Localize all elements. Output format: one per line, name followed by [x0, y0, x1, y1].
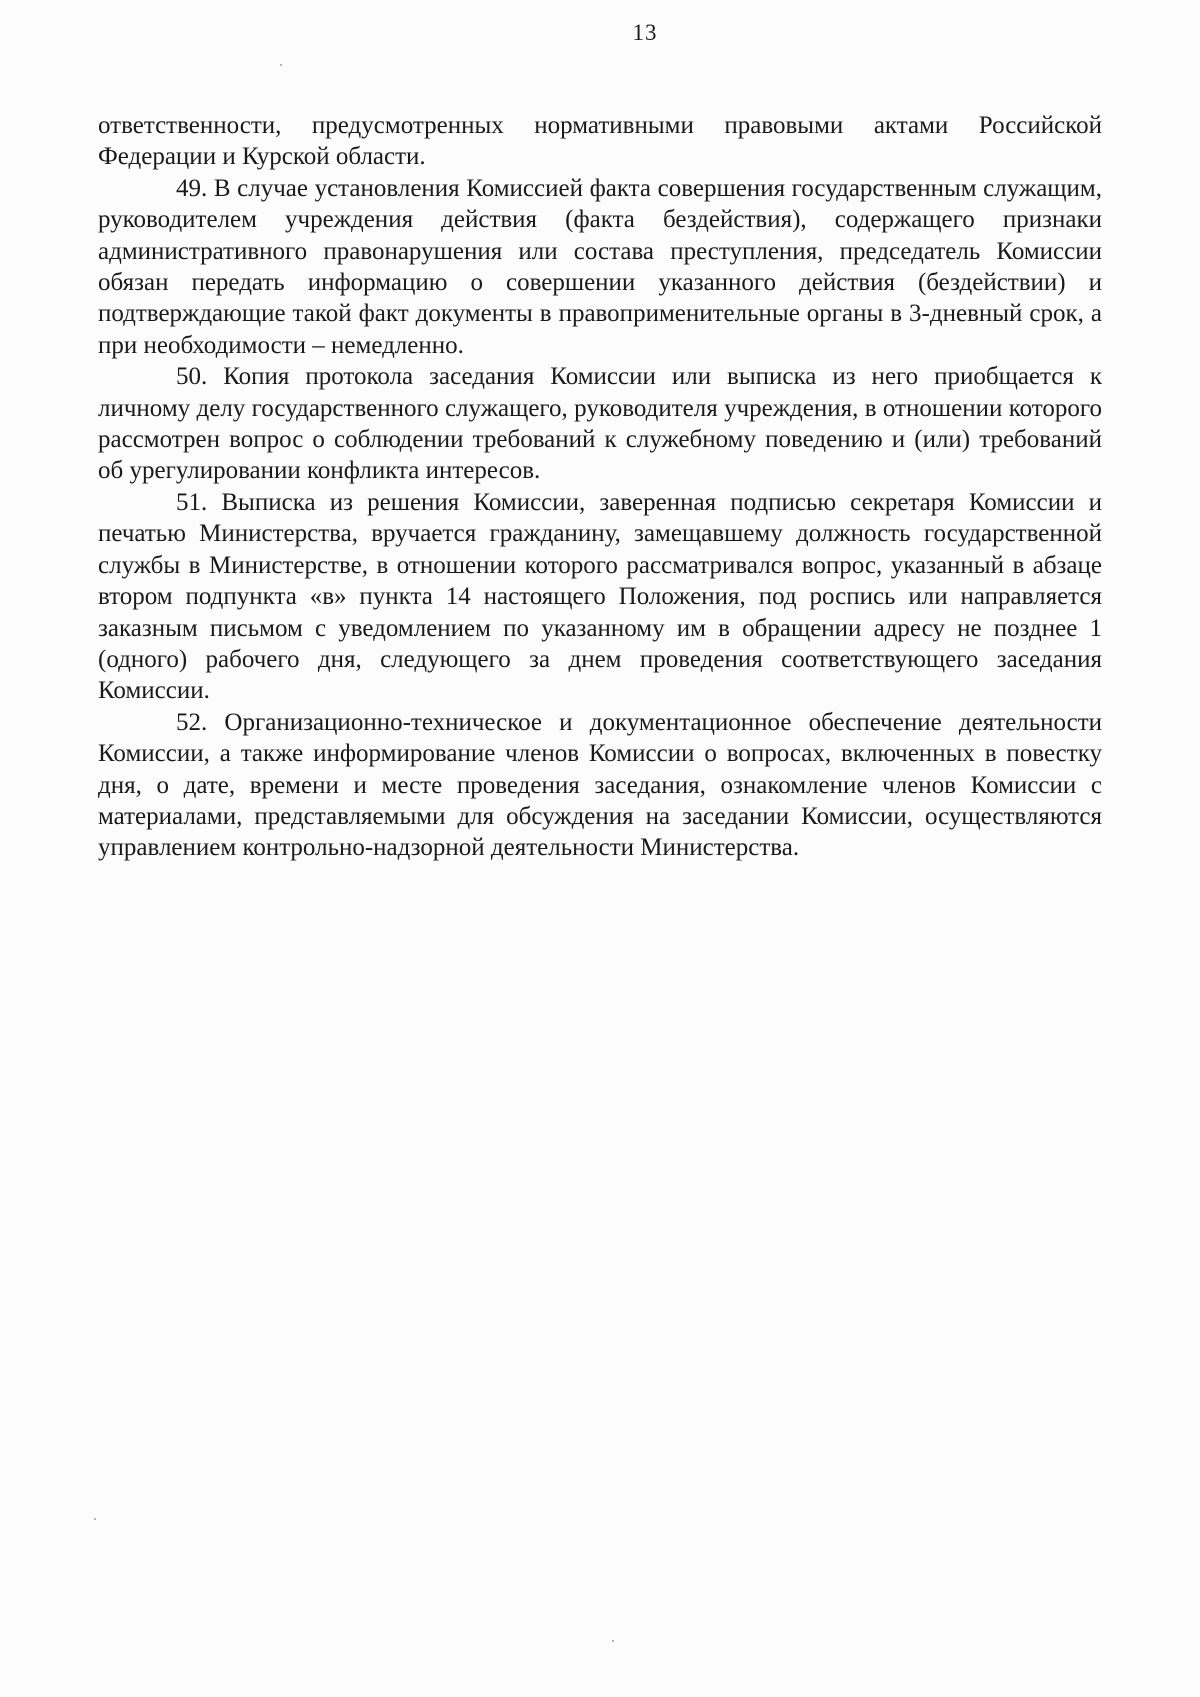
scan-speck — [94, 1518, 96, 1520]
scan-speck — [612, 1640, 614, 1642]
paragraph-continuation: ответственности, предусмотренных нормативными правовыми актами Российской Федерации и Курской области. — [98, 112, 1102, 171]
scan-speck — [280, 64, 282, 66]
paragraph-49: 49. В случае установления Комиссией факта совершения государственным служащим, руководителем учреждения действия (факта бездействия), содержащего признаки административного правонарушения или состава преступления, председатель Комиссии обязан передать информацию о совершении указанного действия (бездействии) и подтверждающие такой факт документы в правоприменительные органы в 3-дневный срок, а при необходимости – немедленно. — [98, 174, 1102, 359]
page-number: 13 — [632, 20, 658, 45]
paragraph-50: 50. Копия протокола заседания Комиссии или выписка из него приобщается к личному делу государственного служащего, руководителя учреждения, в отношении которого рассмотрен вопрос о соблюдении требований к служебному поведению и (или) требований об урегулировании конфликта интересов. — [98, 363, 1102, 485]
document-body — [98, 110, 1102, 864]
paragraph-51: 51. Выписка из решения Комиссии, заверенная подписью секретаря Комиссии и печатью Министерства, вручается гражданину, замещавшему должность государственной службы в Министерстве, в отношении которого рассматривался вопрос, указанный в абзаце втором подпункта «в» пункта 14 настоящего Положения, под роспись или направляется заказным письмом с уведомлением по указанному им в обращении адресу не позднее 1 (одного) рабочего дня, следующего за днем проведения соответствующего заседания Комиссии. — [98, 488, 1102, 705]
paragraph-52: 52. Организационно-техническое и документационное обеспечение деятельности Комиссии, а также информирование членов Комиссии о вопросах, включенных в повестку дня, о дате, времени и месте проведения заседания, ознакомление членов Комиссии с материалами, представляемыми для обсуждения на заседании Комиссии, осуществляются управлением контрольно-надзорной деятельности Министерства. — [98, 708, 1102, 862]
